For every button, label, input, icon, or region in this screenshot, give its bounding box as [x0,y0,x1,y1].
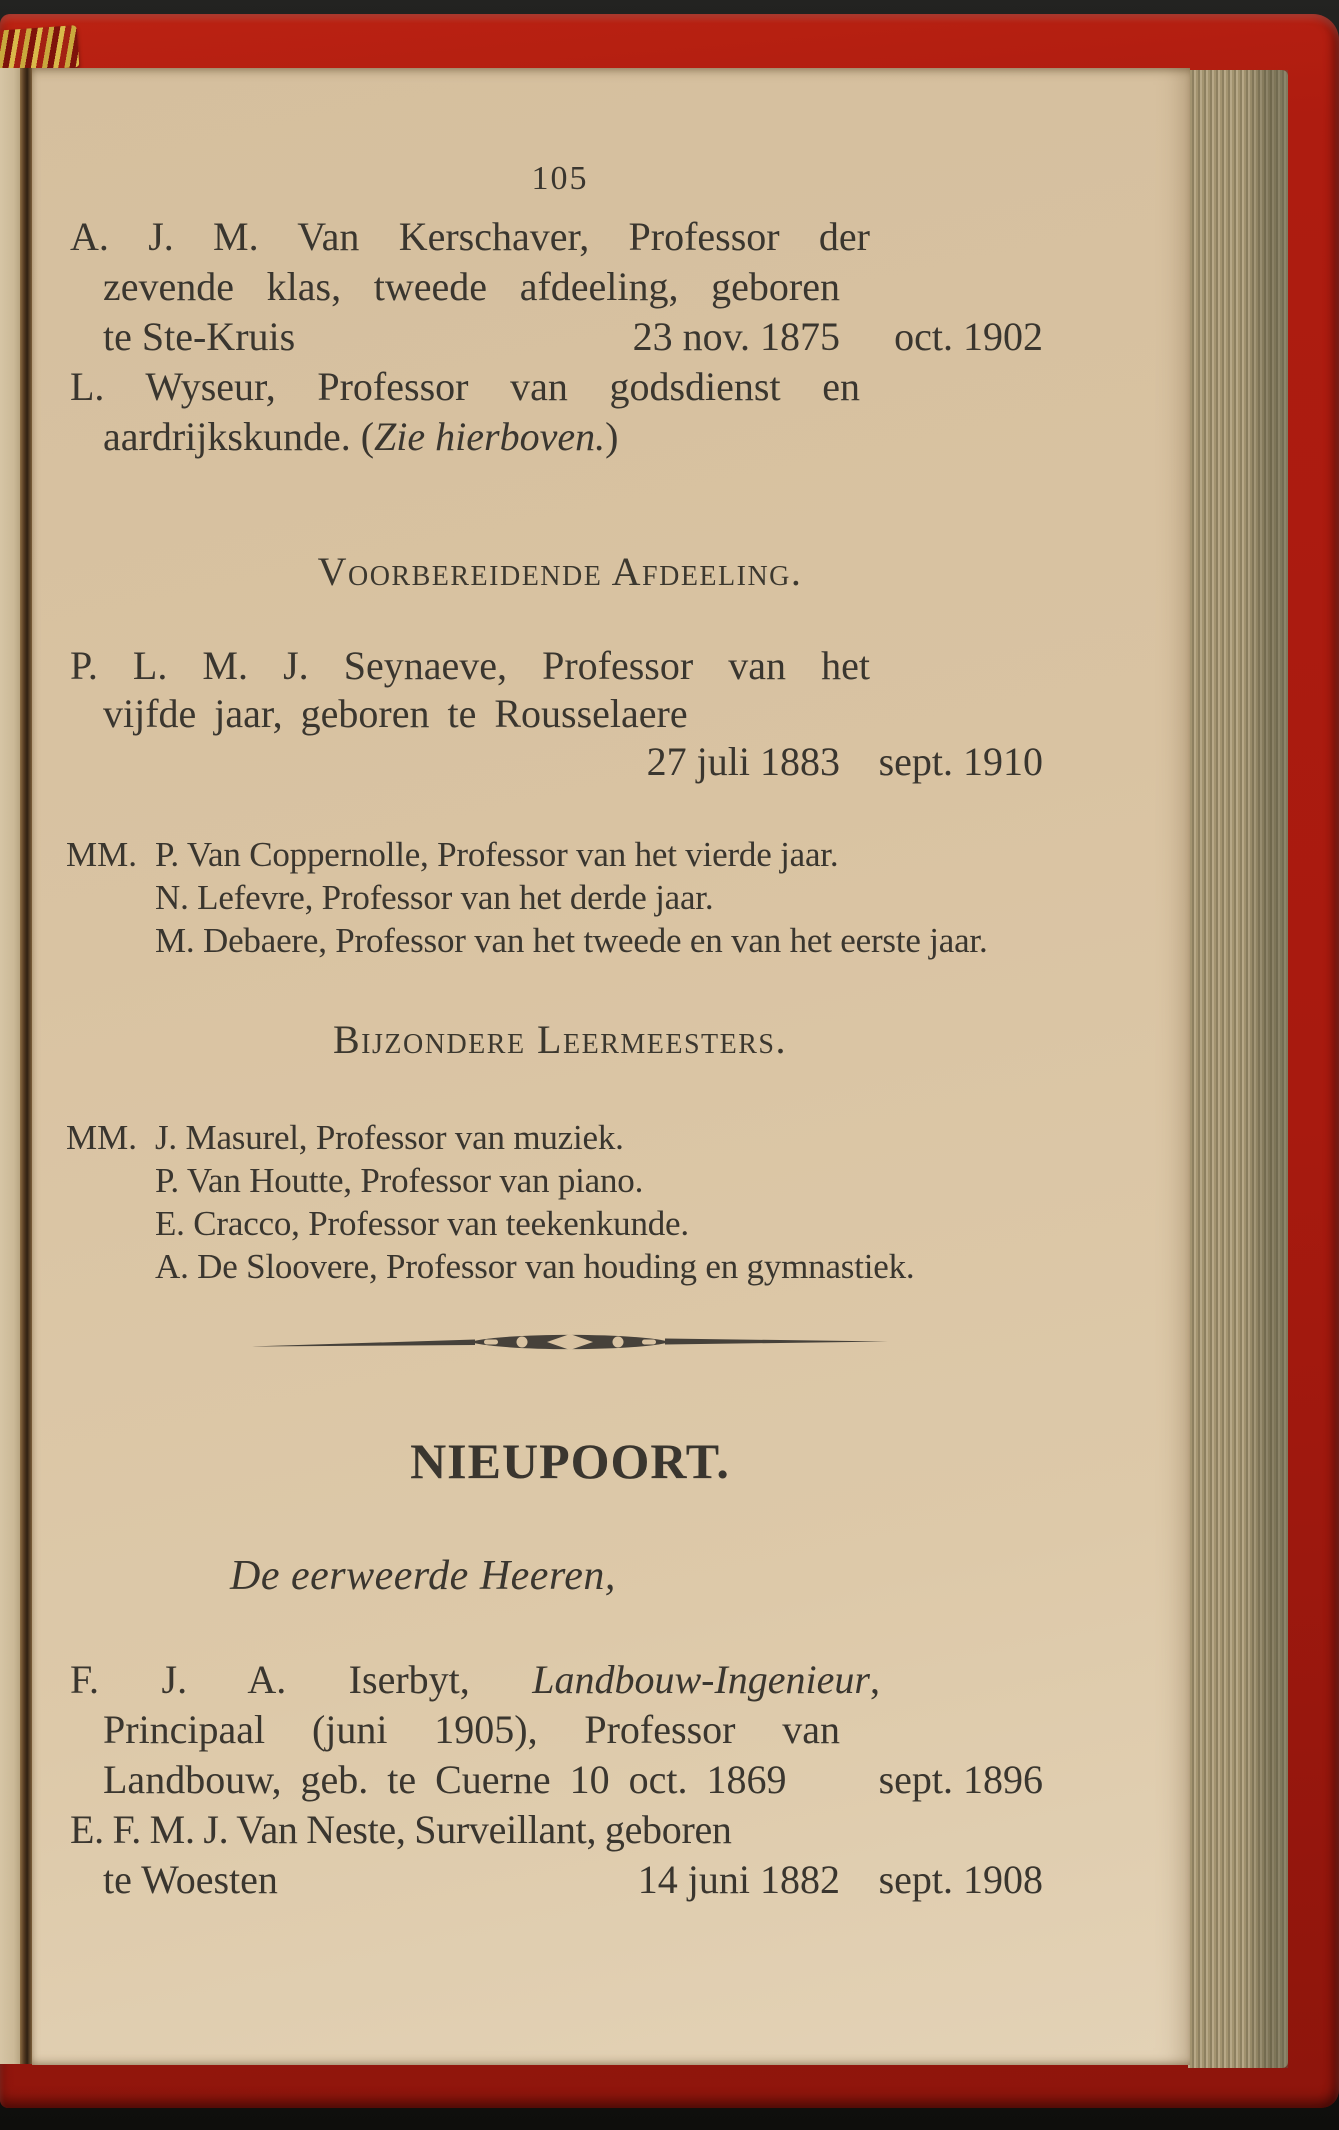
teacher-item: A. De Sloovere, Professor van houding en gymnastiek. [155,1247,915,1286]
heading-bijzondere-leermeesters: Bijzondere Leermeesters. [333,1017,787,1062]
appointment-date: sept. 1910 [878,739,1043,784]
entry-wyseur [70,362,1043,462]
teacher-item: M. Debaere, Professor van het tweede en van het eerste jaar. [155,921,988,960]
birthplace: te Woesten [103,1857,278,1902]
heading-nieupoort: NIEUPOORT. [410,1433,730,1489]
birth-date: 27 juli 1883 [646,739,840,784]
birth-date: 14 juni 1882 [637,1857,840,1902]
appointment-date: sept. 1896 [878,1757,1043,1802]
entry-line: P. L. M. J. Seynaeve, Professor van het [70,643,870,688]
entry-line: L. Wyseur, Professor van godsdienst en [70,364,860,409]
entry-kerschaver [70,212,1043,362]
appointment-date: oct. 1902 [894,314,1043,359]
title-italic: Landbouw-Ingenieur [532,1657,870,1702]
teacher-list-voorbereidende [66,833,1176,962]
teacher-item: N. Lefevre, Professor van het derde jaar. [155,878,714,917]
heading-voorbereidende-afdeeling: Voorbereidende Afdeeling. [317,549,803,594]
entry-iserbyt-vanneste [70,1655,1043,1905]
messieurs-label: MM. [66,835,137,874]
entry-line: Principaal (juni 1905), Professor van [103,1707,840,1752]
entry-seynaeve [70,642,1043,784]
messieurs-label: MM. [66,1118,137,1157]
entry-text: , [870,1657,880,1702]
teacher-list-bijzondere [66,1116,1176,1288]
page-number: 105 [531,160,589,197]
entry-text: ) [605,414,619,459]
entry-line [70,1655,880,1705]
subtitle-eerweerde-heeren: De eerweerde Heeren, [230,1553,616,1599]
entry-text: Landbouw, geb. te Cuerne 10 oct. 1869 [103,1757,787,1802]
divider-ornament [250,1328,890,1358]
teacher-item: J. Masurel, Professor van muziek. [155,1118,624,1157]
teacher-item: E. Cracco, Professor van teekenkunde. [155,1204,689,1243]
birthplace: te Ste-Kruis [103,314,296,359]
entry-date-line [70,1855,1043,1905]
appointment-date: sept. 1908 [878,1857,1043,1902]
entry-line: A. J. M. Van Kerschaver, Professor der [70,214,870,259]
teacher-item: P. Van Coppernolle, Professor van het vierde jaar. [155,835,839,874]
entry-line: zevende klas, tweede afdeeling, geboren [103,264,840,309]
entry-date-line [70,1755,1043,1805]
entry-line [70,412,1043,462]
entry-date-line [70,312,1043,362]
birth-date: 23 nov. 1875 [632,314,840,359]
cross-reference: Zie hierboven. [374,414,606,459]
entry-text: F. J. A. Iserbyt, [70,1657,533,1702]
teacher-item: P. Van Houtte, Professor van piano. [155,1161,644,1200]
entry-line: E. F. M. J. Van Neste, Surveillant, geboren [70,1807,732,1852]
entry-line: vijfde jaar, geboren te Rousselaere [103,691,688,736]
entry-text: aardrijkskunde. ( [103,414,375,459]
